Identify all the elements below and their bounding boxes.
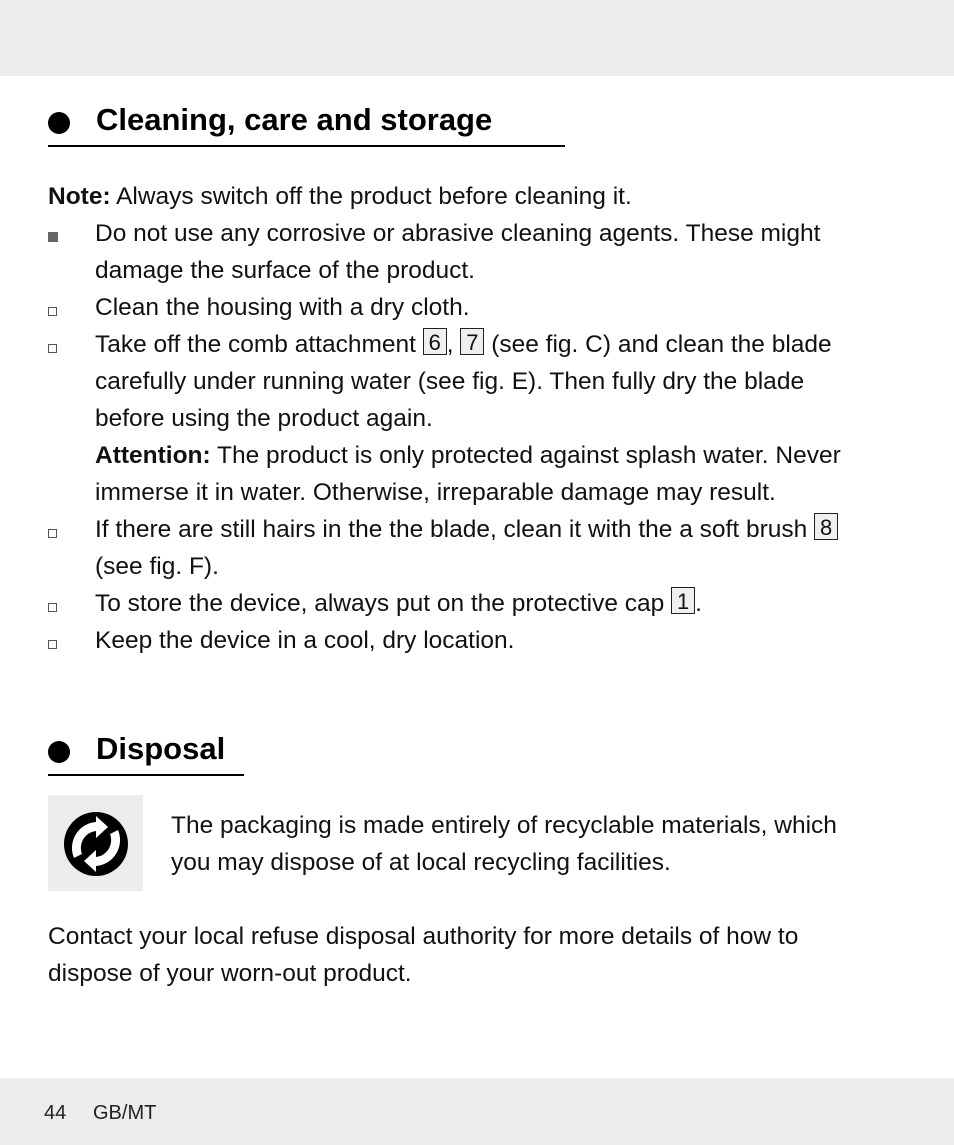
attention-label: Attention: xyxy=(95,442,211,469)
paragraph-text: Contact your local refuse disposal authority for more details of how to xyxy=(48,923,799,950)
bullet-empty-square xyxy=(48,640,57,649)
list-item-text: Clean the housing with a dry cloth. xyxy=(95,294,470,321)
part-reference-box: 1 xyxy=(671,587,695,614)
section-heading-cleaning xyxy=(48,100,568,148)
contact-text-continuation xyxy=(48,955,412,992)
recycling-green-dot-icon xyxy=(62,810,130,878)
heading-bullet-dot xyxy=(48,112,70,134)
list-item-text: . xyxy=(695,590,702,617)
bullet-empty-square xyxy=(48,603,57,612)
heading-underline xyxy=(48,145,565,147)
packaging-text xyxy=(171,807,837,844)
section-title: Cleaning, care and storage xyxy=(96,102,493,137)
note-line xyxy=(48,178,632,215)
attention-text: The product is only protected against splash water. Never xyxy=(210,442,841,469)
list-item-text: before using the product again. xyxy=(95,405,433,432)
note-text: Always switch off the product before cleaning it. xyxy=(110,183,632,210)
bullet-empty-square xyxy=(48,529,57,538)
bullet-filled-square xyxy=(48,232,58,242)
list-item-text: Do not use any corrosive or abrasive cleaning agents. These might xyxy=(95,220,821,247)
page-number: 44 xyxy=(44,1102,67,1124)
attention-line xyxy=(95,437,841,474)
bullet-empty-square xyxy=(48,344,57,353)
locale-label: GB/MT xyxy=(93,1102,157,1124)
list-item-continuation xyxy=(95,363,804,400)
attention-continuation xyxy=(95,474,776,511)
packaging-text-continuation xyxy=(171,844,671,881)
list-item-text: , xyxy=(446,331,461,358)
list-item-continuation xyxy=(95,252,475,289)
header-band xyxy=(0,0,954,76)
heading-bullet-dot xyxy=(48,741,70,763)
note-label: Note: xyxy=(48,183,111,210)
paragraph-text: The packaging is made entirely of recyclable materials, which xyxy=(171,812,837,839)
bullet-empty-square xyxy=(48,307,57,316)
list-item-corrosive-agents xyxy=(95,215,820,252)
heading-underline xyxy=(48,774,244,776)
list-item-text: carefully under running water (see fig. E). Then fully dry the blade xyxy=(95,368,805,395)
list-item-text: Keep the device in a cool, dry location. xyxy=(95,627,515,654)
attention-text: immerse it in water. Otherwise, irreparable damage may result. xyxy=(95,479,776,506)
list-item-text: damage the surface of the product. xyxy=(95,257,475,284)
list-item-soft-brush xyxy=(95,511,838,548)
part-reference-box: 8 xyxy=(814,513,838,540)
paragraph-text: you may dispose of at local recycling facilities. xyxy=(171,849,671,876)
list-item-text: If there are still hairs in the the blade, clean it with the a soft brush xyxy=(95,516,815,543)
part-reference-box: 7 xyxy=(460,328,484,355)
list-item-text: Take off the comb attachment xyxy=(95,331,423,358)
paragraph-text: dispose of your worn-out product. xyxy=(48,960,412,987)
list-item-comb-attachment xyxy=(95,326,832,363)
contact-text xyxy=(48,918,798,955)
list-item-storage-location xyxy=(95,622,514,659)
section-heading-disposal xyxy=(48,729,248,777)
list-item-text: To store the device, always put on the protective cap xyxy=(95,590,672,617)
recycling-icon-panel xyxy=(48,795,143,891)
list-item-continuation xyxy=(95,548,219,585)
list-item-protective-cap xyxy=(95,585,702,622)
part-reference-box: 6 xyxy=(423,328,447,355)
section-title: Disposal xyxy=(96,731,226,766)
list-item-text: (see fig. F). xyxy=(95,553,219,580)
list-item-continuation xyxy=(95,400,433,437)
list-item-text: (see fig. C) and clean the blade xyxy=(484,331,832,358)
list-item-housing xyxy=(95,289,470,326)
